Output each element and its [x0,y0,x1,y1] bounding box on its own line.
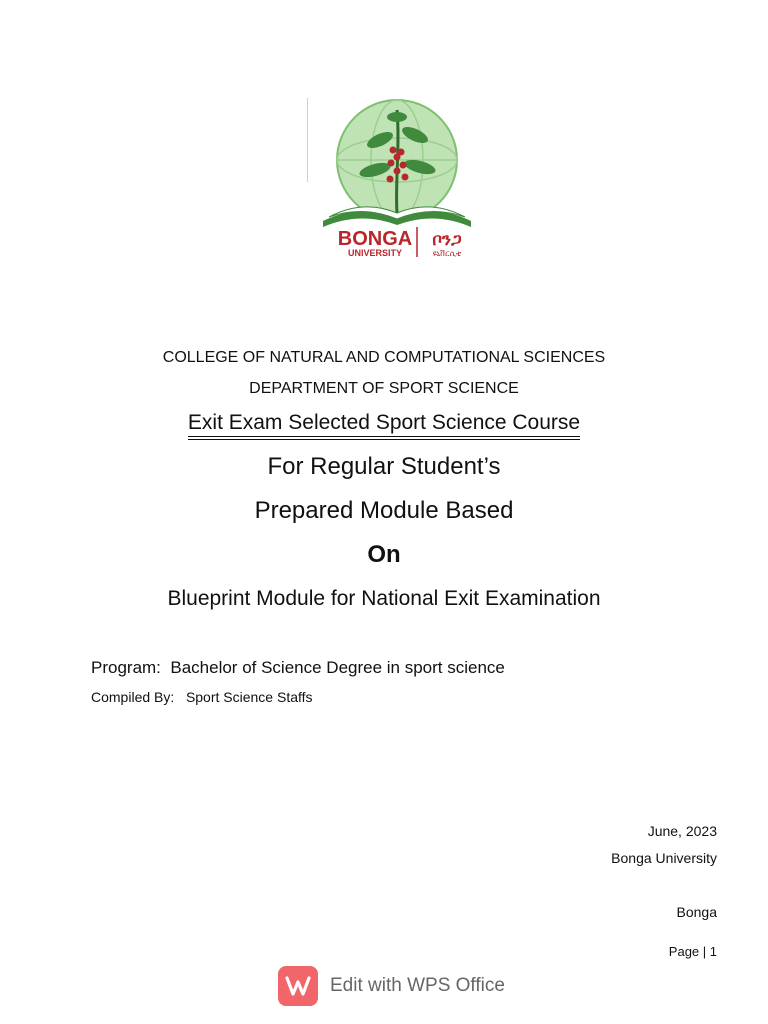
compiled-value: Sport Science Staffs [185,689,313,705]
edit-with-wps-button[interactable] [278,966,505,1006]
university-logo [305,95,485,260]
program-label: Program: [91,658,161,677]
program-line [91,658,505,678]
prepared-module-line: Prepared Module Based [254,497,514,524]
footer-city: Bonga [676,904,717,920]
date: June, 2023 [647,823,717,839]
wps-label: Edit with WPS Office [330,975,505,996]
logo-name-left: BONGA [337,228,413,250]
regular-student-line: For Regular Student’s [267,453,501,480]
logo-name-right: ቦንጋ [432,230,462,250]
wps-icon [278,966,318,1006]
compiled-by-line [91,689,313,705]
department-heading: DEPARTMENT OF SPORT SCIENCE [249,380,519,397]
compiled-label: Compiled By: [91,689,175,705]
logo-name-left-sub: UNIVERSITY [347,248,403,258]
exam-title [0,411,768,440]
on-line: On [367,541,401,568]
page-number: Page | 1 [668,944,717,959]
logo-name-right-sub: ዩኒቨርሲቲ [432,249,462,258]
college-heading: COLLEGE OF NATURAL AND COMPUTATIONAL SCIENCES [162,349,606,366]
blueprint-line: Blueprint Module for National Exit Examination [167,587,601,610]
footer-university: Bonga University [611,850,717,866]
program-value: Bachelor of Science Degree in sport science [170,658,505,677]
exam-title-text: Exit Exam Selected Sport Science Course [188,411,580,440]
